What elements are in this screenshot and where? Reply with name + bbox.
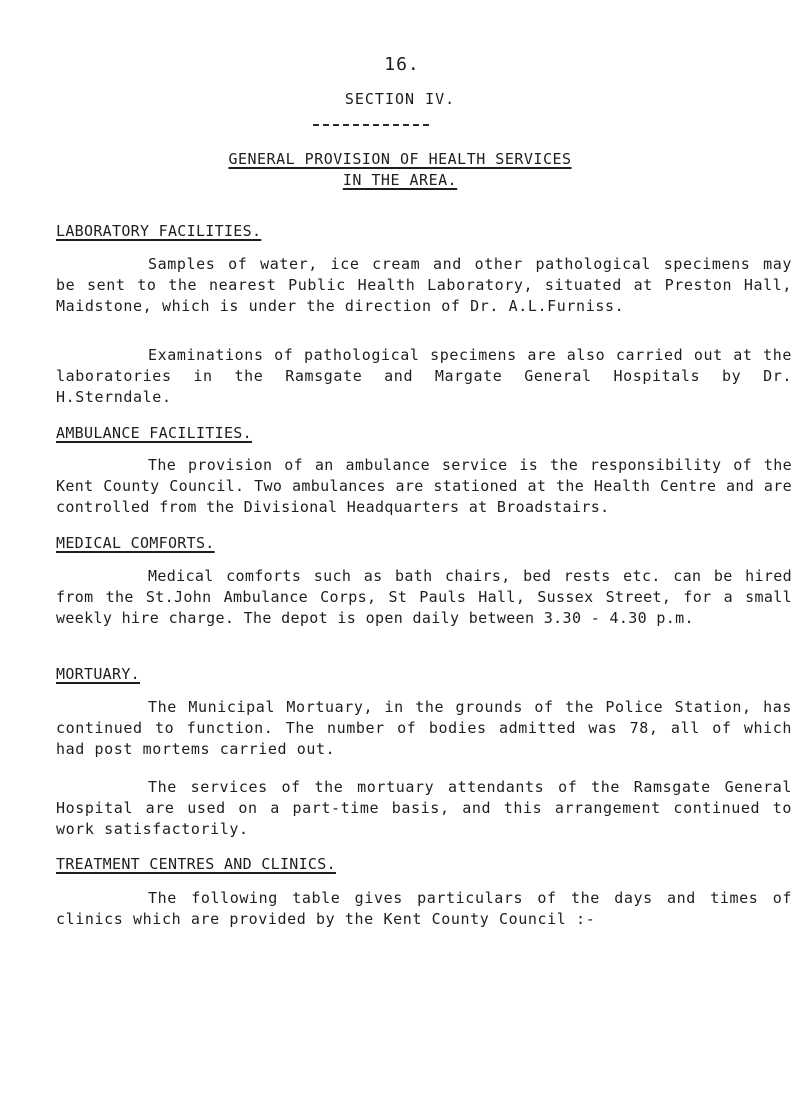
main-heading-line-1 (200, 150, 600, 168)
laboratory-paragraph-2: Examinations of pathological specimens are also carried out at the laboratories in the Ramsgate and Margate General Hospitals by Dr. H.Sterndale. (56, 346, 792, 406)
section-title-rule (313, 124, 429, 126)
main-heading-line-2-text: IN THE AREA. (342, 171, 458, 189)
main-heading-line-2 (200, 171, 600, 189)
ambulance-paragraph-1: The provision of an ambulance service is the responsibility of the Kent County Council. Two ambulances are stationed at the Health Centre and are controlled from the Divisional Headquarters at Broadstairs. (56, 456, 792, 516)
main-heading-line-1-text: GENERAL PROVISION OF HEALTH SERVICES (228, 150, 572, 168)
ambulance-heading: AMBULANCE FACILITIES. (56, 424, 252, 442)
treatment-heading: TREATMENT CENTRES AND CLINICS. (56, 855, 336, 873)
laboratory-heading: LABORATORY FACILITIES. (56, 222, 262, 240)
medical-comforts-paragraph-1: Medical comforts such as bath chairs, bed rests etc. can be hired from the St.John Ambulance Corps, St Pauls Hall, Sussex Street, for a small weekly hire charge. The depot is open daily between 3.30 - 4.30 p.m. (56, 567, 792, 627)
mortuary-heading: MORTUARY. (56, 665, 140, 683)
treatment-paragraph-1: The following table gives particulars of the days and times of clinics which are provided by the Kent County Council :- (56, 889, 792, 928)
mortuary-paragraph-2: The services of the mortuary attendants of the Ramsgate General Hospital are used on a part-time basis, and this arrangement continued to work satisfactorily. (56, 778, 792, 838)
page-number: 16. (384, 54, 420, 75)
medical-comforts-heading: MEDICAL COMFORTS. (56, 534, 215, 552)
laboratory-paragraph-1: Samples of water, ice cream and other pathological specimens may be sent to the nearest Public Health Laboratory, situated at Preston Hall, Maidstone, which is under the direction of Dr. A.L.Furniss. (56, 255, 792, 315)
section-title: SECTION IV. (344, 90, 456, 108)
mortuary-paragraph-1: The Municipal Mortuary, in the grounds of the Police Station, has continued to function. The number of bodies admitted was 78, all of which had post mortems carried out. (56, 698, 792, 758)
